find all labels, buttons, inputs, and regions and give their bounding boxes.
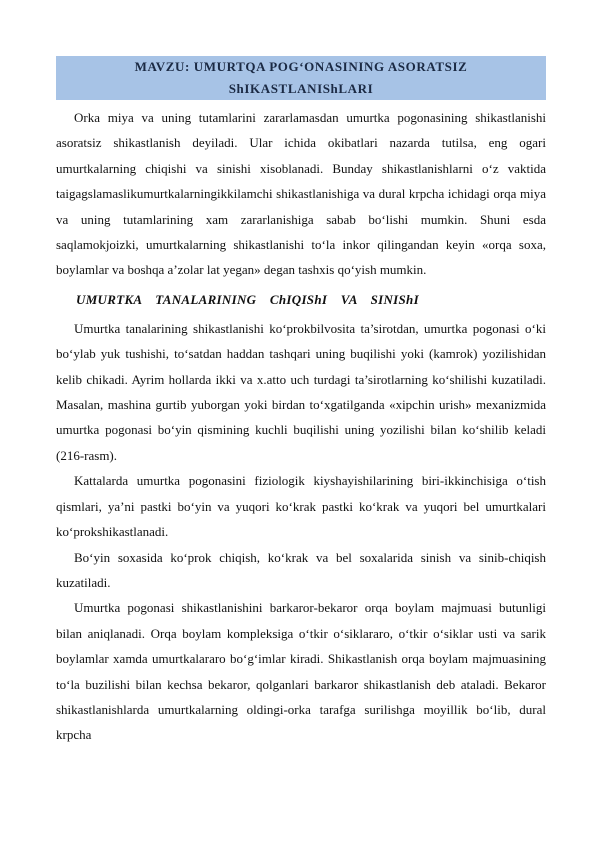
section-subheading: UMURTKA TANALARINING ChIQIShI VA SINIShI	[76, 291, 419, 307]
title-line-1: MAVZU: UMURTQA POG‘ONASINING ASORATSIZ	[134, 59, 468, 74]
paragraph-regions: Bo‘yin soxasida ko‘prok chiqish, ko‘krak va bel soxalarida sinish va sinib-chiqish kuzatiladi.	[56, 549, 546, 590]
document-page	[56, 56, 546, 748]
paragraph-adults: Kattalarda umurtka pogonasini fiziologik kiyshayishilarining biri-ikkinchisiga o‘tish qismlari, ya’ni pastki bo‘yin va yuqori ko‘krak pastki ko‘krak va yuqori bel umurtkalari ko‘prokshikastlanadi.	[56, 473, 546, 540]
paragraph-causes: Umurtka tanalarining shikastlanishi ko‘prokbilvosita ta’sirotdan, umurtka pogonasi o‘ki bo‘ylab yuk tushishi, to‘satdan haddan tashqari uning buqilishi yoki (kamrok) yozilishidan kelib chikadi. Ayrim hollarda ikki va x.atto uch turdagi ta’sirotlarning ko‘shilishi kuzatiladi. Masalan, mashina gurtib yuborgan yoki birdan to‘xgatilganda «xipchin urish» mexanizmida umurtka pogonasi bo‘yin qismining kuchli buqilishi uning yozilishi bilan ko‘shilib keladi (216-rasm).	[56, 320, 546, 463]
title-line-2: ShIKASTLANIShLARI	[228, 81, 374, 96]
title-banner	[56, 56, 546, 100]
paragraph-stability: Umurtka pogonasi shikastlanishini barkaror-bekaror orqa boylam majmuasi butunligi bilan aniqlanadi. Orqa boylam kompleksiga o‘tkir o‘siklararo, o‘tkir o‘siklar usti va sarik boylamlar xamda umurtkalararo bo‘g‘imlar kiradi. Shikastlanish orqa boylam majmuasining to‘la buzilishi bilan kechsa bekaror, qolganlari barkaror shikastlanish deb ataladi. Bekaror shikastlanishlarda umurtkalarning oldingi-orka tarafga surilishga moyillik bo‘lib, dural krpcha	[56, 600, 546, 743]
paragraph-intro: Orka miya va uning tutamlarini zararlamasdan umurtka pogonasining shikastlanishi asoratsiz shikastlanish deyiladi. Ular ichida okibatlari nazarda tutilsa, eng ogari umurtkalarning chiqishi va sinishi xisoblanadi. Bunday shikastlanishlarni o‘z vaktida taigagslamaslikumurtkalarningikkilamchi shikastlanishiga va dural krpcha ichidagi orqa miya va uning tutamlarining xam zararlanishiga sabab bo‘lishi mumkin. Shuni esda saqlamokjoizki, umurtkalarning shikastlanishi to‘la inkor qilingandan keyin «orqa soxa, boylamlar va boshqa a’zolar lat yegan» degan tashxis qo‘yish mumkin.	[56, 110, 546, 278]
